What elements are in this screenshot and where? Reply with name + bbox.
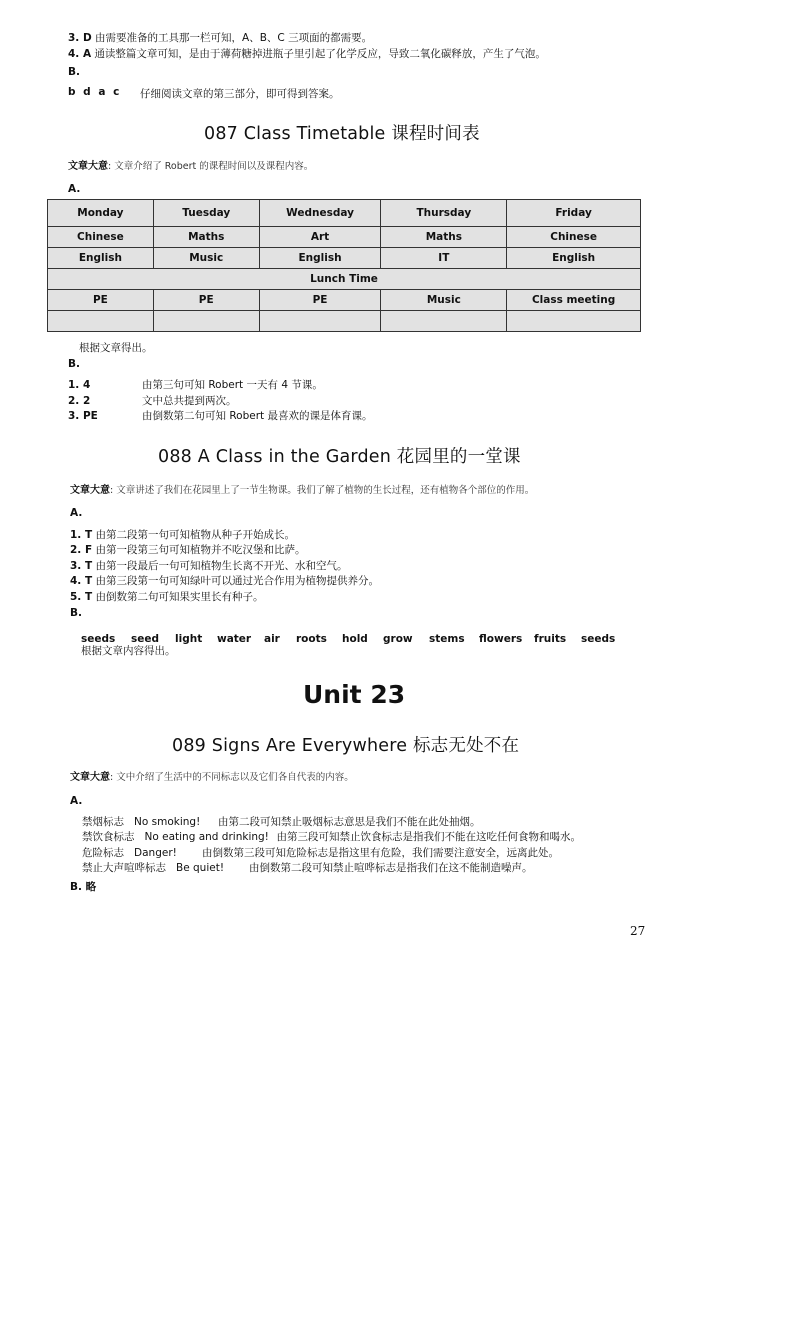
section-title-089: 089 Signs Are Everywhere 标志无处不在 [172,736,520,756]
table-note: 根据文章得出。 [79,342,153,354]
sign-name: 危险标志 [82,847,124,859]
part-a-label: A. [70,795,83,807]
table-row-lunch [48,269,641,290]
answer-text: 由第二段第一句可知植物从种子开始成长。 [95,529,295,541]
summary-089 [70,768,354,783]
word-item: seed [131,633,160,645]
section-title-087: 087 Class Timetable 课程时间表 [204,124,480,144]
word-item: roots [296,633,327,645]
sign-row [82,860,533,875]
answer-item [70,527,295,542]
answer-line-4 [68,46,546,61]
table-cell: English [48,248,154,269]
table-row [48,290,641,311]
answer-number: 2. 2 [68,395,91,407]
table-row [48,227,641,248]
table-cell: Music [381,290,507,311]
answer-text: 通读整篇文章可知，是由于薄荷糖掉进瓶子里引起了化学反应，导致二氧化碳释放，产生了气泡。 [94,48,546,60]
sign-row [82,845,559,860]
table-cell: Maths [381,227,507,248]
page-number: 27 [630,924,646,938]
word-item: light [175,633,203,645]
unit-title: Unit 23 [303,680,406,709]
answer-text: 文中总共提到两次。 [142,395,237,407]
table-cell [259,311,381,332]
answer-item [70,589,263,604]
word-item: stems [429,633,465,645]
section-b-label: B. [68,66,80,78]
summary-088 [70,481,534,496]
answer-item [68,408,372,423]
table-cell: Tuesday [153,200,259,227]
sign-row [82,814,481,829]
sign-explanation: 由倒数第三段可知危险标志是指这里有危险，我们需要注意安全，远离此处。 [202,847,560,859]
table-cell: Thursday [381,200,507,227]
answer-item [68,377,323,392]
word-item: air [264,633,280,645]
class-timetable [47,199,641,332]
table-cell [48,311,154,332]
answer-number: 1. T [70,529,93,541]
summary-text: : 文章介绍了 Robert 的课程时间以及课程内容。 [108,161,314,172]
table-cell: Friday [507,200,641,227]
table-row [48,248,641,269]
word-item: fruits [534,633,567,645]
table-cell: Class meeting [507,290,641,311]
table-cell: Chinese [48,227,154,248]
sign-name: 禁止大声喧哗标志 [82,862,166,874]
table-cell: Chinese [507,227,641,248]
word-item: seeds [81,633,116,645]
part-a-label: A. [70,507,83,519]
summary-label: 文章大意 [68,161,108,172]
table-cell: Monday [48,200,154,227]
sign-row [82,829,581,844]
summary-text: : 文章讲述了我们在花园里上了一节生物课。我们了解了植物的生长过程，还有植物各个部位的作用。 [110,485,535,496]
table-cell: PE [259,290,381,311]
answer-text: 由倒数第二句可知 Robert 最喜欢的课是体育课。 [142,410,373,422]
answer-item [70,558,347,573]
b-answer: b d a c [68,86,122,98]
table-cell: English [259,248,381,269]
answer-text: 由第三句可知 Robert 一天有 4 节课。 [142,379,323,391]
word-item: seeds [581,633,616,645]
b-note: 根据文章内容得出。 [81,645,176,657]
sign-english: Danger! [134,847,177,859]
answer-item [70,573,379,588]
part-b-label: B. [68,358,80,370]
answer-text: 由需要准备的工具那一栏可知，A、B、C 三项面的都需要。 [95,32,373,44]
table-cell: English [507,248,641,269]
word-item: hold [342,633,368,645]
answer-item [70,542,305,557]
table-cell: Maths [153,227,259,248]
table-row-empty [48,311,641,332]
answer-line-3 [68,30,372,45]
word-item: water [217,633,252,645]
part-b-label: B. [70,607,82,619]
answer-text: 由第一段第三句可知植物并不吃汉堡和比萨。 [95,544,306,556]
answer-item [68,393,237,408]
answer-number: 4. A [68,48,92,60]
b-note: 仔细阅读文章的第三部分，即可得到答案。 [140,88,340,100]
table-cell: IT [381,248,507,269]
table-cell: PE [153,290,259,311]
word-item: grow [383,633,413,645]
sign-name: 禁烟标志 [82,816,124,828]
table-cell: Wednesday [259,200,381,227]
part-b-text: B. 略 [70,881,97,893]
summary-label: 文章大意 [70,772,110,783]
table-cell: PE [48,290,154,311]
answer-number: 5. T [70,591,93,603]
summary-087 [68,157,313,172]
table-row-header [48,200,641,227]
summary-text: : 文中介绍了生活中的不同标志以及它们各自代表的内容。 [110,772,354,783]
table-cell: Music [153,248,259,269]
sign-explanation: 由倒数第二段可知禁止喧哗标志是指我们在这不能制造噪声。 [249,862,533,874]
table-cell [153,311,259,332]
table-cell: Art [259,227,381,248]
table-cell [381,311,507,332]
summary-label: 文章大意 [70,485,110,496]
answer-text: 由第三段第一句可知绿叶可以通过光合作用为植物提供养分。 [95,575,379,587]
section-title-088: 088 A Class in the Garden 花园里的一堂课 [158,447,521,467]
sign-explanation: 由第二段可知禁止吸烟标志意思是我们不能在此处抽烟。 [218,816,481,828]
answer-number: 4. T [70,575,93,587]
answer-number: 1. 4 [68,379,91,391]
answer-text: 由倒数第二句可知果实里长有种子。 [95,591,264,603]
sign-english: Be quiet! [176,862,225,874]
answer-number: 3. T [70,560,93,572]
word-item: flowers [479,633,523,645]
sign-explanation: 由第三段可知禁止饮食标志是指我们不能在这吃任何食物和喝水。 [276,831,582,843]
table-cell [507,311,641,332]
answer-number: 3. PE [68,410,98,422]
answer-text: 由第一段最后一句可知植物生长离不开光、水和空气。 [95,560,348,572]
answer-number: 3. D [68,32,92,44]
lunch-time-cell: Lunch Time [48,269,641,290]
sign-english: No smoking! [134,816,201,828]
sign-english: No eating and drinking! [144,831,269,843]
sign-name: 禁饮食标志 [82,831,135,843]
answer-number: 2. F [70,544,93,556]
part-a-label: A. [68,183,81,195]
